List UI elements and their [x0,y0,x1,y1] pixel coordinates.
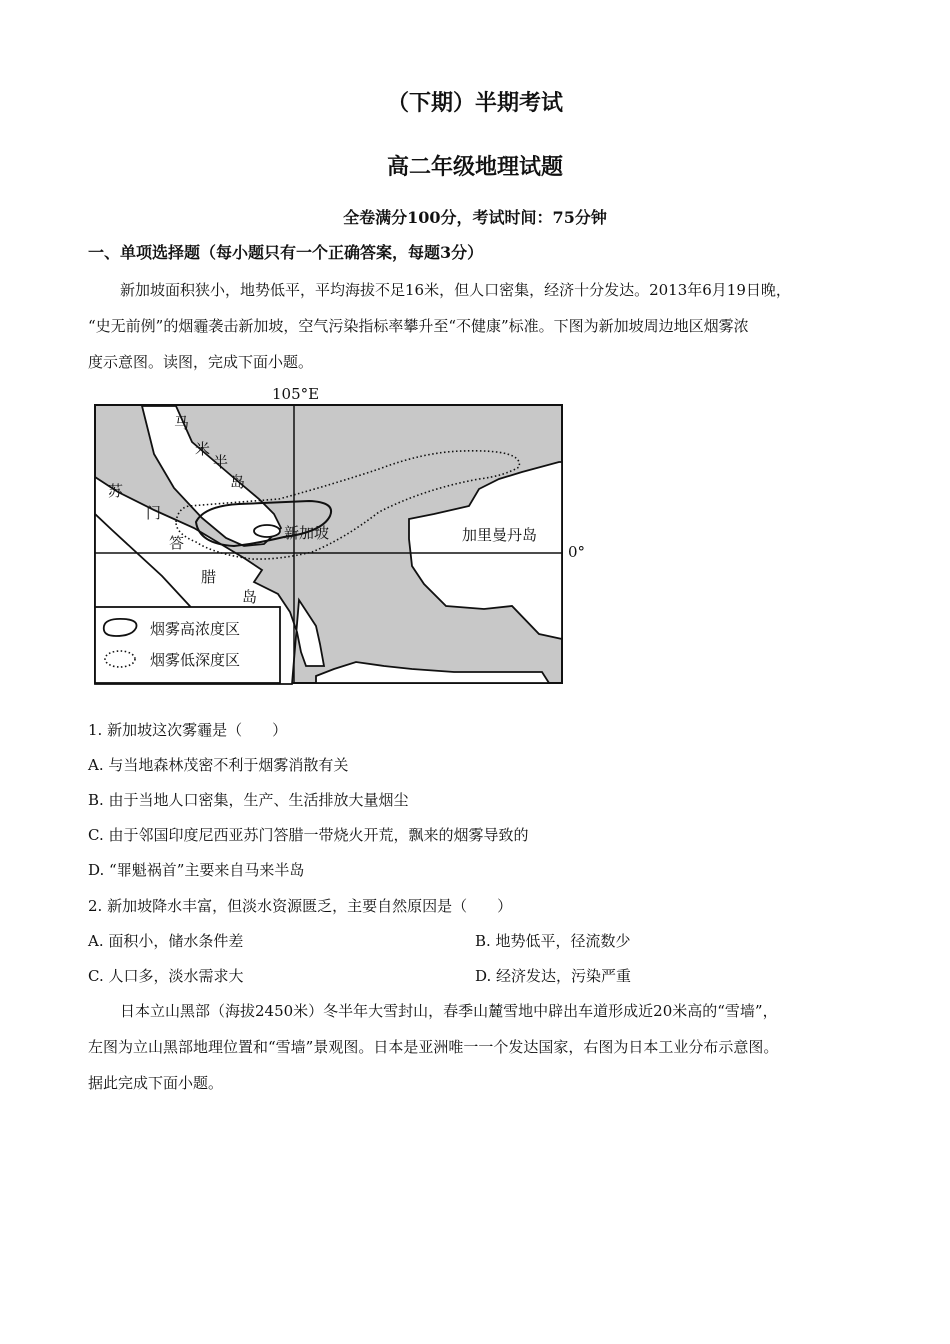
passage-line: 左图为立山黑部地理位置和“雪墙”景观图。日本是亚洲唯一一个发达国家，右图为日本工业分布示意图。 [88,1038,779,1056]
section-heading: 一、单项选择题（每小题只有一个正确答案，每题3分） [88,243,484,262]
passage-line: 日本立山黑部（海拔2450米）冬半年大雪封山，春季山麓雪地中辟出车道形成近20米高的“雪墙”， [120,1002,778,1020]
map-label: 岛 [242,588,258,606]
map-label: 腊 [201,568,217,586]
singapore-island [254,525,280,537]
map-label: 苏 [108,482,124,500]
question-option[interactable]: D. 经济发达，污染严重 [475,967,632,985]
question-option[interactable]: C. 由于邻国印度尼西亚苏门答腊一带烧火开荒，飘来的烟雾导致的 [88,826,529,844]
smog-map [94,404,564,685]
map-label: 马 [174,414,190,432]
exam-title: （下期）半期考试 [386,90,563,116]
question-option[interactable]: D. “罪魁祸首”主要来自马来半岛 [88,861,305,879]
question-option[interactable]: B. 地势低平，径流数少 [475,932,631,950]
question-stem: 1. 新加坡这次雾霾是（ ） [88,721,288,739]
map-label: 答 [169,534,185,552]
passage-line: 度示意图。读图，完成下面小题。 [88,353,314,371]
question-stem: 2. 新加坡降水丰富，但淡水资源匮乏，主要自然原因是（ ） [88,897,513,915]
map-label: 米 [195,440,211,458]
passage-line: 新加坡面积狭小，地势低平，平均海拔不足16米，但人口密集，经济十分发达。2013年6月19日晚， [120,281,791,299]
question-option[interactable]: C. 人口多，淡水需求大 [88,967,244,985]
question-option[interactable]: A. 与当地森林茂密不利于烟雾消散有关 [88,756,349,774]
map-label: 岛 [230,473,246,491]
question-option[interactable]: A. 面积小，储水条件差 [88,932,244,950]
exam-info: 全卷满分100分，考试时间：75分钟 [343,208,607,227]
question-option[interactable]: B. 由于当地人口密集，生产、生活排放大量烟尘 [88,791,409,809]
kalimantan-label: 加里曼丹岛 [462,526,538,544]
map-label: 半 [213,453,229,471]
exam-subject-title: 高二年级地理试题 [386,154,563,180]
singapore-label: 新加坡 [284,524,330,542]
passage-line: 据此完成下面小题。 [88,1074,224,1092]
legend-high-label: 烟雾高浓度区 [150,620,241,638]
map-label: 门 [146,504,162,522]
longitude-label: 105°E [272,385,320,403]
passage-line: “史无前例”的烟霾袭击新加坡，空气污染指标率攀升至“不健康”标准。下图为新加坡周边地区烟雾浓 [88,317,749,335]
latitude-label: 0° [568,543,586,561]
legend-low-label: 烟雾低深度区 [150,651,241,669]
